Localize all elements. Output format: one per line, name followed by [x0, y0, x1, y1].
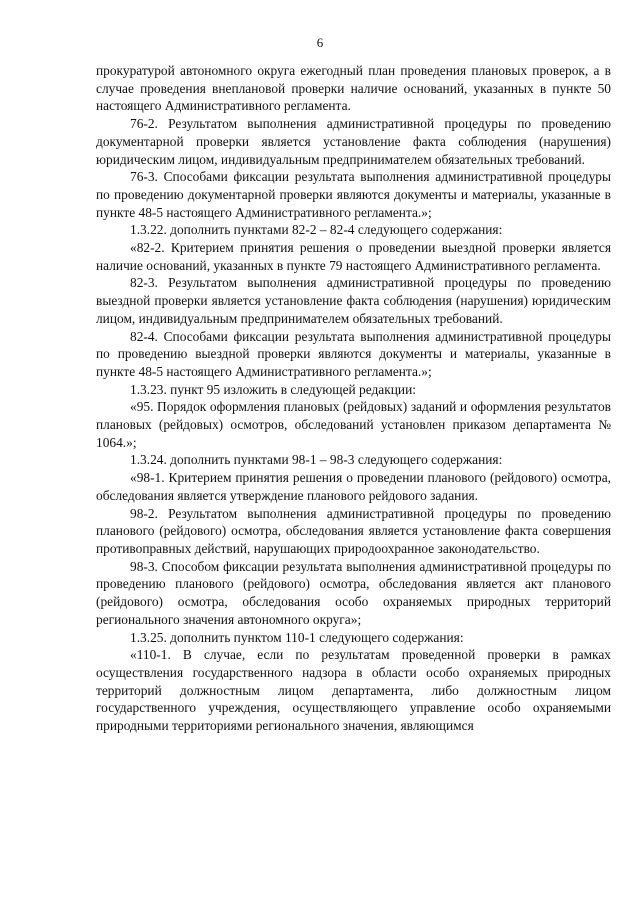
paragraph: 76-3. Способами фиксации результата выполнения административной процедуры по проведению документарной проверки являются документы и материалы, указанные в пункте 48-5 настоящего Административного регламента.»; — [96, 169, 611, 220]
paragraph: «95. Порядок оформления плановых (рейдовых) заданий и оформления результатов плановых (рейдовых) осмотров, обследований установлен приказом департамента № 1064.»; — [96, 399, 611, 450]
paragraph: 98-2. Результатом выполнения административной процедуры по проведению планового (рейдового) осмотра, обследования является установление факта совершения противоправных действий, нарушающих природоохранное законодательство. — [96, 505, 611, 556]
paragraph: 82-3. Результатом выполнения административной процедуры по проведению выездной проверки является установление факта соблюдения (нарушения) юридическим лицом, индивидуальным предпринимателем обязательных требований. — [96, 275, 611, 326]
paragraph: «98-1. Критерием принятия решения о проведении планового (рейдового) осмотра, обследования является утверждение планового рейдового задания. — [96, 470, 611, 503]
paragraph: 1.3.23. пункт 95 изложить в следующей редакции: — [130, 381, 416, 397]
paragraph: 76-2. Результатом выполнения административной процедуры по проведению документарной проверки является установление факта соблюдения (нарушения) юридическим лицом, индивидуальным предпринимателем обязательных требований. — [96, 116, 611, 167]
paragraph: «110-1. В случае, если по результатам проведенной проверки в рамках осуществления государственного надзора в области особо охраняемых природных территорий должностным лицом департамента, либо должностным лицом государственного учреждения, осуществляющего управление особо охраняемыми природными территориями регионального значения, являющимся — [96, 647, 611, 734]
paragraph: прокуратурой автономного округа ежегодный план проведения плановых проверок, а в случае проведения внеплановой проверки наличие оснований, указанных в пункте 50 настоящего Административного регламента. — [96, 63, 611, 114]
page-number: 6 — [316, 35, 324, 50]
paragraph: 82-4. Способами фиксации результата выполнения административной процедуры по проведению выездной проверки являются документы и материалы, указанные в пункте 48-5 настоящего Административного регламента.»; — [96, 328, 611, 379]
paragraph: 1.3.25. дополнить пунктом 110-1 следующего содержания: — [130, 629, 464, 645]
paragraph: «82-2. Критерием принятия решения о проведении выездной проверки является наличие оснований, указанных в пункте 79 настоящего Административного регламента. — [96, 240, 611, 273]
paragraph: 1.3.24. дополнить пунктами 98-1 – 98-3 следующего содержания: — [130, 452, 503, 468]
paragraph: 1.3.22. дополнить пунктами 82-2 – 82-4 следующего содержания: — [130, 222, 503, 238]
paragraph: 98-3. Способом фиксации результата выполнения административной процедуры по проведению планового (рейдового) осмотра, обследования является акт планового (рейдового) осмотра, обследования особо охраняемых природных территорий регионального значения автономного округа»; — [96, 558, 611, 627]
document-body — [96, 62, 611, 735]
